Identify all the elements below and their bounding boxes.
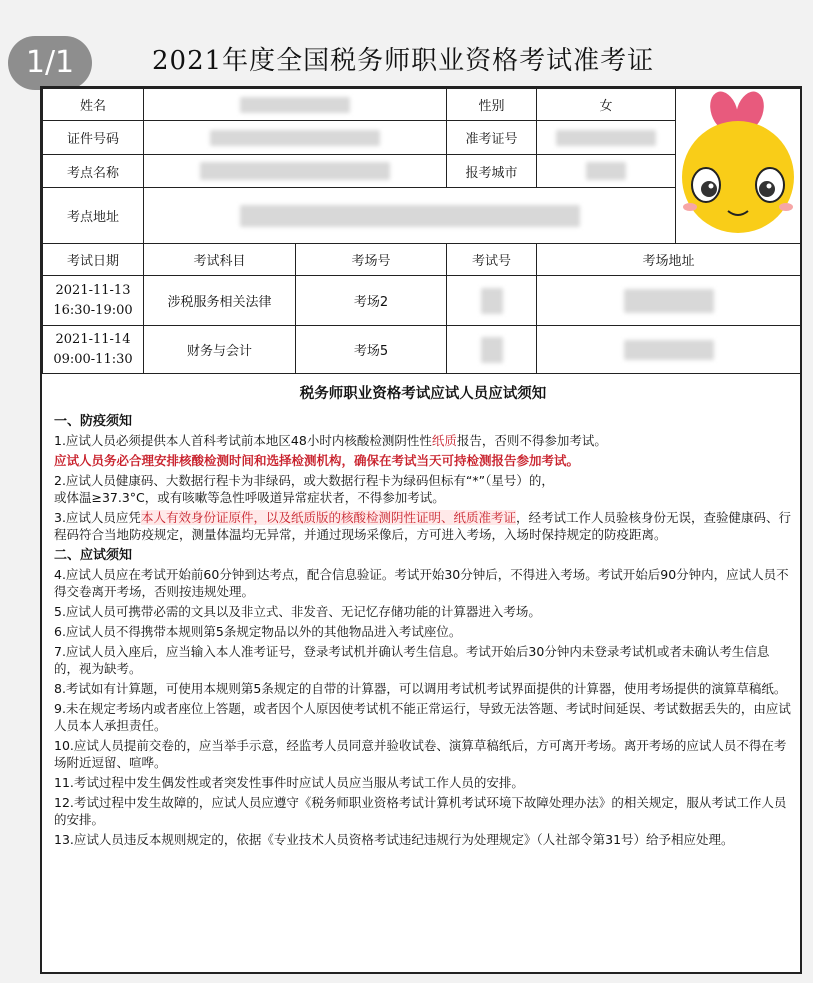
schedule-header-exam-no: 考试号	[447, 244, 537, 276]
city-value	[537, 154, 676, 187]
notice-item: 8.考试如有计算题，可使用本规则第5条规定的自带的计算器，可以调用考试机考试界面提供的计算器，使用考场提供的演算草稿纸。	[54, 681, 787, 696]
exam-room: 考场2	[296, 276, 447, 326]
notice-item: 1.应试人员必须提供本人首科考试前本地区48小时内核酸检测阴性性纸质报告，否则不得参加考试。	[54, 433, 607, 448]
id-label: 证件号码	[43, 121, 144, 154]
notice-heading: 税务师职业资格考试应试人员应试须知	[299, 386, 547, 402]
section-exam-heading: 二、应试须知	[54, 548, 133, 563]
notice-item: 6.应试人员不得携带本规则第5条规定物品以外的其他物品进入考试座位。	[54, 624, 462, 639]
exam-number	[447, 276, 537, 326]
schedule-header-subject: 考试科目	[144, 244, 296, 276]
page-indicator[interactable]: 1/1	[8, 36, 92, 90]
schedule-header-address: 考场地址	[537, 244, 801, 276]
cartoon-avatar-icon	[676, 89, 801, 239]
notice-item: 11.考试过程中发生偶发性或者突发性事件时应试人员应当服从考试工作人员的安排。	[54, 775, 524, 790]
gender-value: 女	[537, 89, 676, 121]
name-label: 姓名	[43, 89, 144, 121]
exam-notice	[54, 386, 792, 851]
schedule-header-room: 考场号	[296, 244, 447, 276]
exam-datetime: 2021-11-14 09:00-11:30	[43, 326, 144, 374]
ticket-label: 准考证号	[447, 121, 537, 154]
notice-item: 9.未在规定考场内或者座位上答题，或者因个人原因使考试机不能正常运行，导致无法答题、考试时间延误、考试数据丢失的，由应试人员本人承担责任。	[54, 701, 791, 733]
exam-subject: 财务与会计	[144, 326, 296, 374]
notice-item: 12.考试过程中发生故障的，应试人员应遵守《税务师职业资格考试计算机考试环境下故障处理办法》的相关规定，服从考试工作人员的安排。	[54, 795, 787, 827]
schedule-header-date: 考试日期	[43, 244, 144, 276]
section-epidemic-heading: 一、防疫须知	[54, 414, 133, 429]
exam-room-address	[537, 326, 801, 374]
notice-item: 2.应试人员健康码、大数据行程卡为非绿码，或大数据行程卡为绿码但标有“*”（星号）的， 或体温≥37.3°C，或有咳嗽等急性呼吸道异常症状者，不得参加考试。	[54, 473, 554, 505]
document-title: 2021年度全国税务师职业资格考试准考证	[152, 46, 655, 76]
exam-room-address	[537, 276, 801, 326]
admission-ticket	[40, 86, 802, 974]
exam-room: 考场5	[296, 326, 447, 374]
venue-label: 考点名称	[43, 154, 144, 187]
candidate-info-table	[42, 88, 801, 374]
notice-item: 4.应试人员应在考试开始前60分钟到达考点，配合信息验证。考试开始30分钟后，不得进入考场。考试开始后90分钟内，应试人员不得交卷离开考场，否则按违规处理。	[54, 567, 789, 599]
exam-datetime: 2021-11-13 16:30-19:00	[43, 276, 144, 326]
address-value	[144, 188, 676, 244]
address-label: 考点地址	[43, 188, 144, 244]
notice-item: 10.应试人员提前交卷的，应当举手示意，经监考人员同意并验收试卷、演算草稿纸后，方可离开考场。离开考场的应试人员不得在考场附近逗留、喧哗。	[54, 738, 787, 770]
exam-number	[447, 326, 537, 374]
photo-cell	[676, 89, 801, 244]
schedule-row	[43, 326, 801, 374]
id-value	[144, 121, 447, 154]
exam-subject: 涉税服务相关法律	[144, 276, 296, 326]
name-value	[144, 89, 447, 121]
notice-item: 5.应试人员可携带必需的文具以及非立式、非发音、无记忆存储功能的计算器进入考场。	[54, 604, 541, 619]
notice-item: 13.应试人员违反本规则规定的，依据《专业技术人员资格考试违纪违规行为处理规定》（人社部令第31号）给予相应处理。	[54, 832, 734, 847]
notice-item: 3.应试人员应凭本人有效身份证原件，以及纸质版的核酸检测阴性证明、纸质准考证，经考试工作人员验核身份无误，查验健康码、行程码符合当地防疫规定，测量体温均无异常，并通过现场采像后，方可进入考场，入场时保持规定的防疫距离。	[54, 510, 791, 542]
ticket-value	[537, 121, 676, 154]
notice-warning: 应试人员务必合理安排核酸检测时间和选择检测机构，确保在考试当天可持检测报告参加考试。	[54, 453, 580, 468]
schedule-row	[43, 276, 801, 326]
gender-label: 性别	[447, 89, 537, 121]
venue-value	[144, 154, 447, 187]
city-label: 报考城市	[447, 154, 537, 187]
notice-item: 7.应试人员入座后，应当输入本人准考证号，登录考试机并确认考生信息。考试开始后30分钟内未登录考试机或者未确认考生信息的，视为缺考。	[54, 644, 770, 676]
